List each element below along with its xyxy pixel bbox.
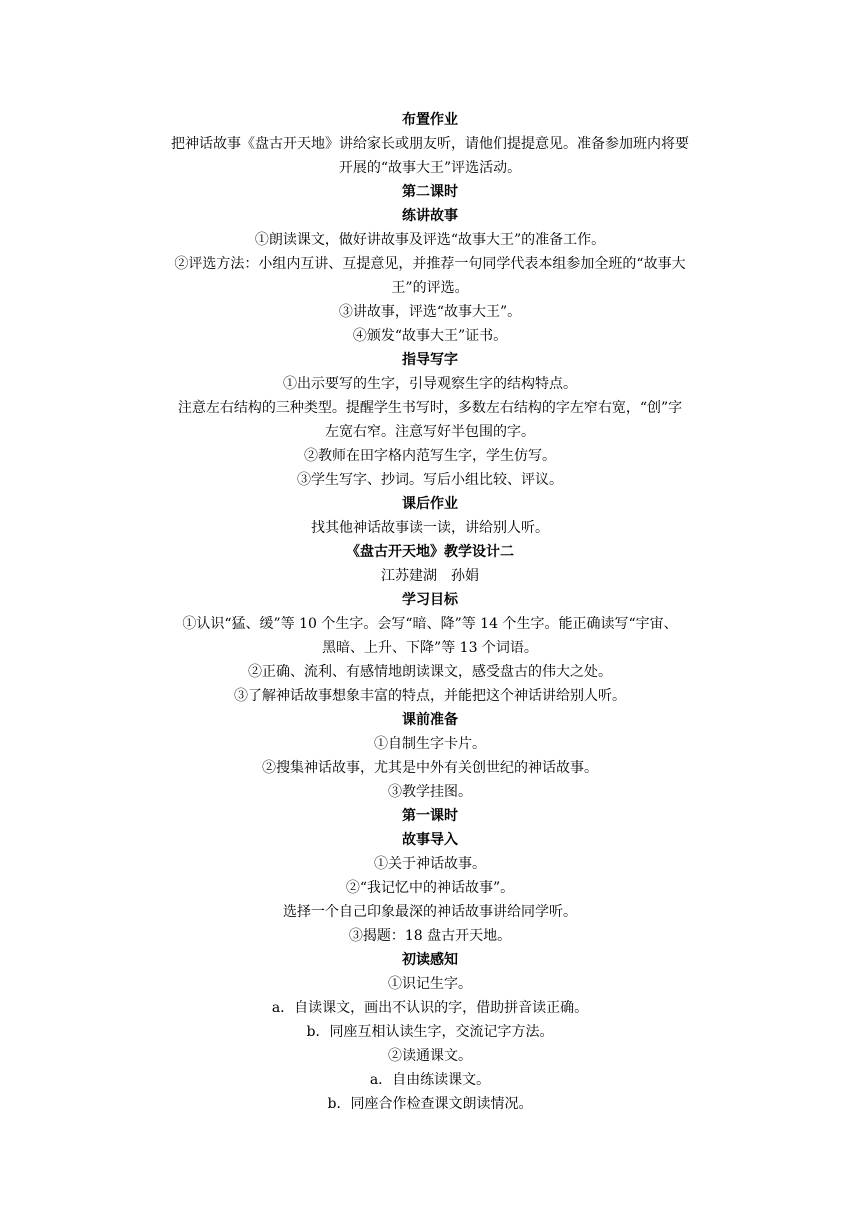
text-line: ①朗读课文，做好讲故事及评选“故事大王”的准备工作。 — [254, 232, 606, 248]
text-line: 江苏建湖 孙娟 — [381, 568, 479, 584]
text-line: ③了解神话故事想象丰富的特点，并能把这个神话讲给别人听。 — [234, 688, 626, 704]
section-heading: 布置作业 — [402, 112, 458, 128]
text-line: ③教学挂图。 — [388, 784, 472, 800]
text-line: ②正确、流利、有感情地朗读课文，感受盘古的伟大之处。 — [248, 664, 612, 680]
text-line: ③揭题：18 盘古开天地。 — [348, 928, 512, 944]
text-line: ①关于神话故事。 — [374, 856, 486, 872]
text-line: 找其他神话故事读一读，讲给别人听。 — [311, 520, 549, 536]
text-line: ①出示要写的生字，引导观察生字的结构特点。 — [283, 376, 577, 392]
section-heading: 故事导入 — [402, 832, 458, 848]
text-line: a．自由练读课文。 — [369, 1072, 491, 1088]
text-line: ③学生写字、抄词。写后小组比较、评议。 — [297, 472, 563, 488]
text-line: ②教师在田字格内范写生字，学生仿写。 — [304, 448, 556, 464]
text-line: b．同座互相认读生字，交流记字方法。 — [306, 1024, 554, 1040]
text-line: 黑暗、上升、下降”等 13 个词语。 — [322, 640, 538, 656]
text-line: ④颁发“故事大王”证书。 — [352, 328, 508, 344]
text-line: ①自制生字卡片。 — [374, 736, 486, 752]
text-line: ②搜集神话故事，尤其是中外有关创世纪的神话故事。 — [262, 760, 598, 776]
text-line: a．自读课文，画出不认识的字，借助拼音读正确。 — [271, 1000, 589, 1016]
text-line: ③讲故事，评选“故事大王”。 — [338, 304, 522, 320]
text-line: ②读通课文。 — [388, 1048, 472, 1064]
text-line: 注意左右结构的三种类型。提醒学生书写时，多数左右结构的字左窄右宽，“创”字 — [177, 400, 683, 416]
text-line: 左宽右窄。注意写好半包围的字。 — [325, 424, 535, 440]
section-heading: 指导写字 — [402, 352, 458, 368]
section-heading: 第一课时 — [402, 808, 458, 824]
section-heading: 课前准备 — [402, 712, 458, 728]
text-line: 王”的评选。 — [391, 280, 469, 296]
section-heading: 学习目标 — [402, 592, 458, 608]
text-line: ①认识“猛、缓”等 10 个生字。会写“暗、降”等 14 个生字。能正确读写“宇宙、 — [182, 616, 678, 632]
section-heading: 课后作业 — [402, 496, 458, 512]
document-page — [0, 108, 860, 1116]
section-heading: 第二课时 — [402, 184, 458, 200]
text-line: 把神话故事《盘古开天地》讲给家长或朋友听，请他们提提意见。准备参加班内将要 — [171, 136, 689, 152]
section-heading: 初读感知 — [402, 952, 458, 968]
text-line: ②“我记忆中的神话故事”。 — [345, 880, 515, 896]
text-line: b．同座合作检查课文朗读情况。 — [327, 1096, 533, 1112]
section-heading: 《盘古开天地》教学设计二 — [346, 544, 514, 560]
text-line: ②评选方法：小组内互讲、互提意见，并推荐一句同学代表本组参加全班的“故事大 — [174, 256, 686, 272]
text-line: ①识记生字。 — [388, 976, 472, 992]
text-line: 选择一个自己印象最深的神话故事讲给同学听。 — [283, 904, 577, 920]
section-heading: 练讲故事 — [402, 208, 458, 224]
text-line: 开展的“故事大王”评选活动。 — [338, 160, 522, 176]
